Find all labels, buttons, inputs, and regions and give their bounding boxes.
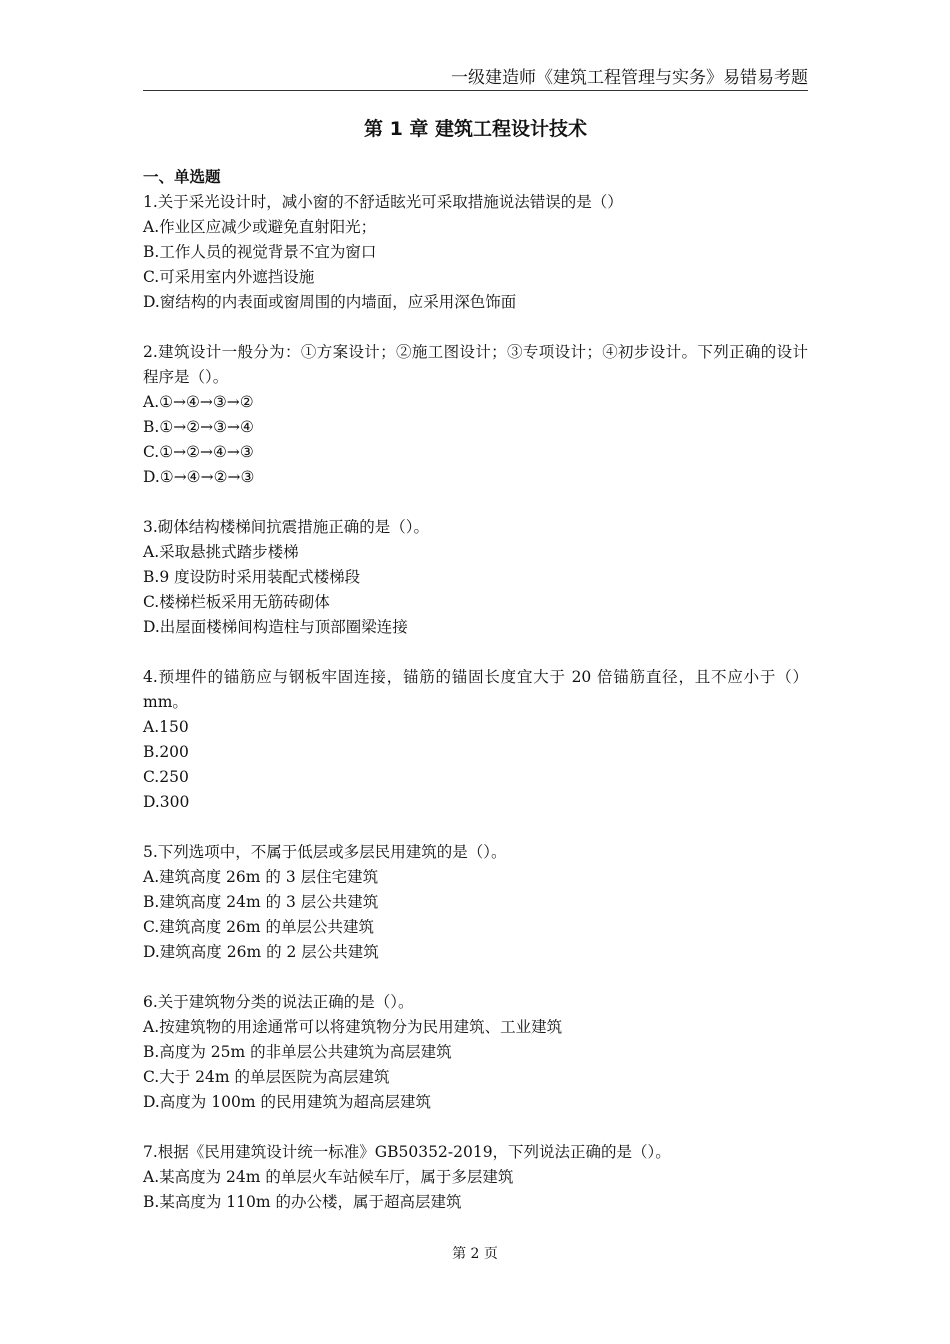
option-c: C.建筑高度 26m 的单层公共建筑 [143,918,375,936]
question-1 [143,190,808,315]
option-d: D.建筑高度 26m 的 2 层公共建筑 [143,943,379,961]
option-a: A.作业区应减少或避免直射阳光； [143,218,377,236]
page-number: 第 2 页 [452,1246,498,1262]
option-a: A.①→④→③→② [143,393,254,411]
question-2 [143,340,808,490]
section-heading: 一、单选题 [143,168,221,186]
option-d: D.300 [143,793,190,811]
option-c: C.①→②→④→③ [143,443,254,461]
option-b: B.某高度为 110m 的办公楼，属于超高层建筑 [143,1193,462,1211]
question-7 [143,1140,808,1215]
option-b: B.200 [143,743,189,761]
chapter-title: 第 1 章 建筑工程设计技术 [363,118,588,140]
option-c: C.大于 24m 的单层医院为高层建筑 [143,1068,390,1086]
header-rule [143,90,808,91]
option-d: D.①→④→②→③ [143,468,255,486]
option-b: B.①→②→③→④ [143,418,254,436]
question-list [143,165,808,1240]
option-b: B.9 度设防时采用装配式楼梯段 [143,568,361,586]
option-d: D.出屋面楼梯间构造柱与顶部圈梁连接 [143,618,408,636]
question-6 [143,990,808,1115]
question-stem: 5.下列选项中，不属于低层或多层民用建筑的是（）。 [143,843,507,861]
option-b: B.高度为 25m 的非单层公共建筑为高层建筑 [143,1043,452,1061]
question-5 [143,840,808,965]
option-d: D.窗结构的内表面或窗周围的内墙面，应采用深色饰面 [143,293,517,311]
question-4 [143,665,808,815]
option-a: A.按建筑物的用途通常可以将建筑物分为民用建筑、工业建筑 [143,1018,563,1036]
option-b: B.工作人员的视觉背景不宜为窗口 [143,243,377,261]
option-a: A.某高度为 24m 的单层火车站候车厅，属于多层建筑 [143,1168,514,1186]
option-c: C.250 [143,768,189,786]
question-stem: 6.关于建筑物分类的说法正确的是（）。 [143,993,414,1011]
option-a: A.采取悬挑式踏步楼梯 [143,543,299,561]
option-d: D.高度为 100m 的民用建筑为超高层建筑 [143,1093,431,1111]
question-3 [143,515,808,640]
option-b: B.建筑高度 24m 的 3 层公共建筑 [143,893,379,911]
option-c: C.楼梯栏板采用无筋砖砌体 [143,593,330,611]
question-stem: 3.砌体结构楼梯间抗震措施正确的是（）。 [143,518,430,536]
question-stem: 4.预埋件的锚筋应与钢板牢固连接，锚筋的锚固长度宜大于 20 倍锚筋直径，且不应小于（）mm。 [143,668,808,711]
option-a: A.建筑高度 26m 的 3 层住宅建筑 [143,868,379,886]
question-stem: 1.关于采光设计时，减小窗的不舒适眩光可采取措施说法错误的是（） [143,193,623,211]
question-stem: 7.根据《民用建筑设计统一标准》GB50352-2019，下列说法正确的是（）。 [143,1143,671,1161]
option-c: C.可采用室内外遮挡设施 [143,268,315,286]
question-stem: 2.建筑设计一般分为：①方案设计；②施工图设计；③专项设计；④初步设计。下列正确的设计程序是（）。 [143,343,808,386]
option-a: A.150 [143,718,189,736]
running-header: 一级建造师《建筑工程管理与实务》易错易考题 [451,68,808,88]
